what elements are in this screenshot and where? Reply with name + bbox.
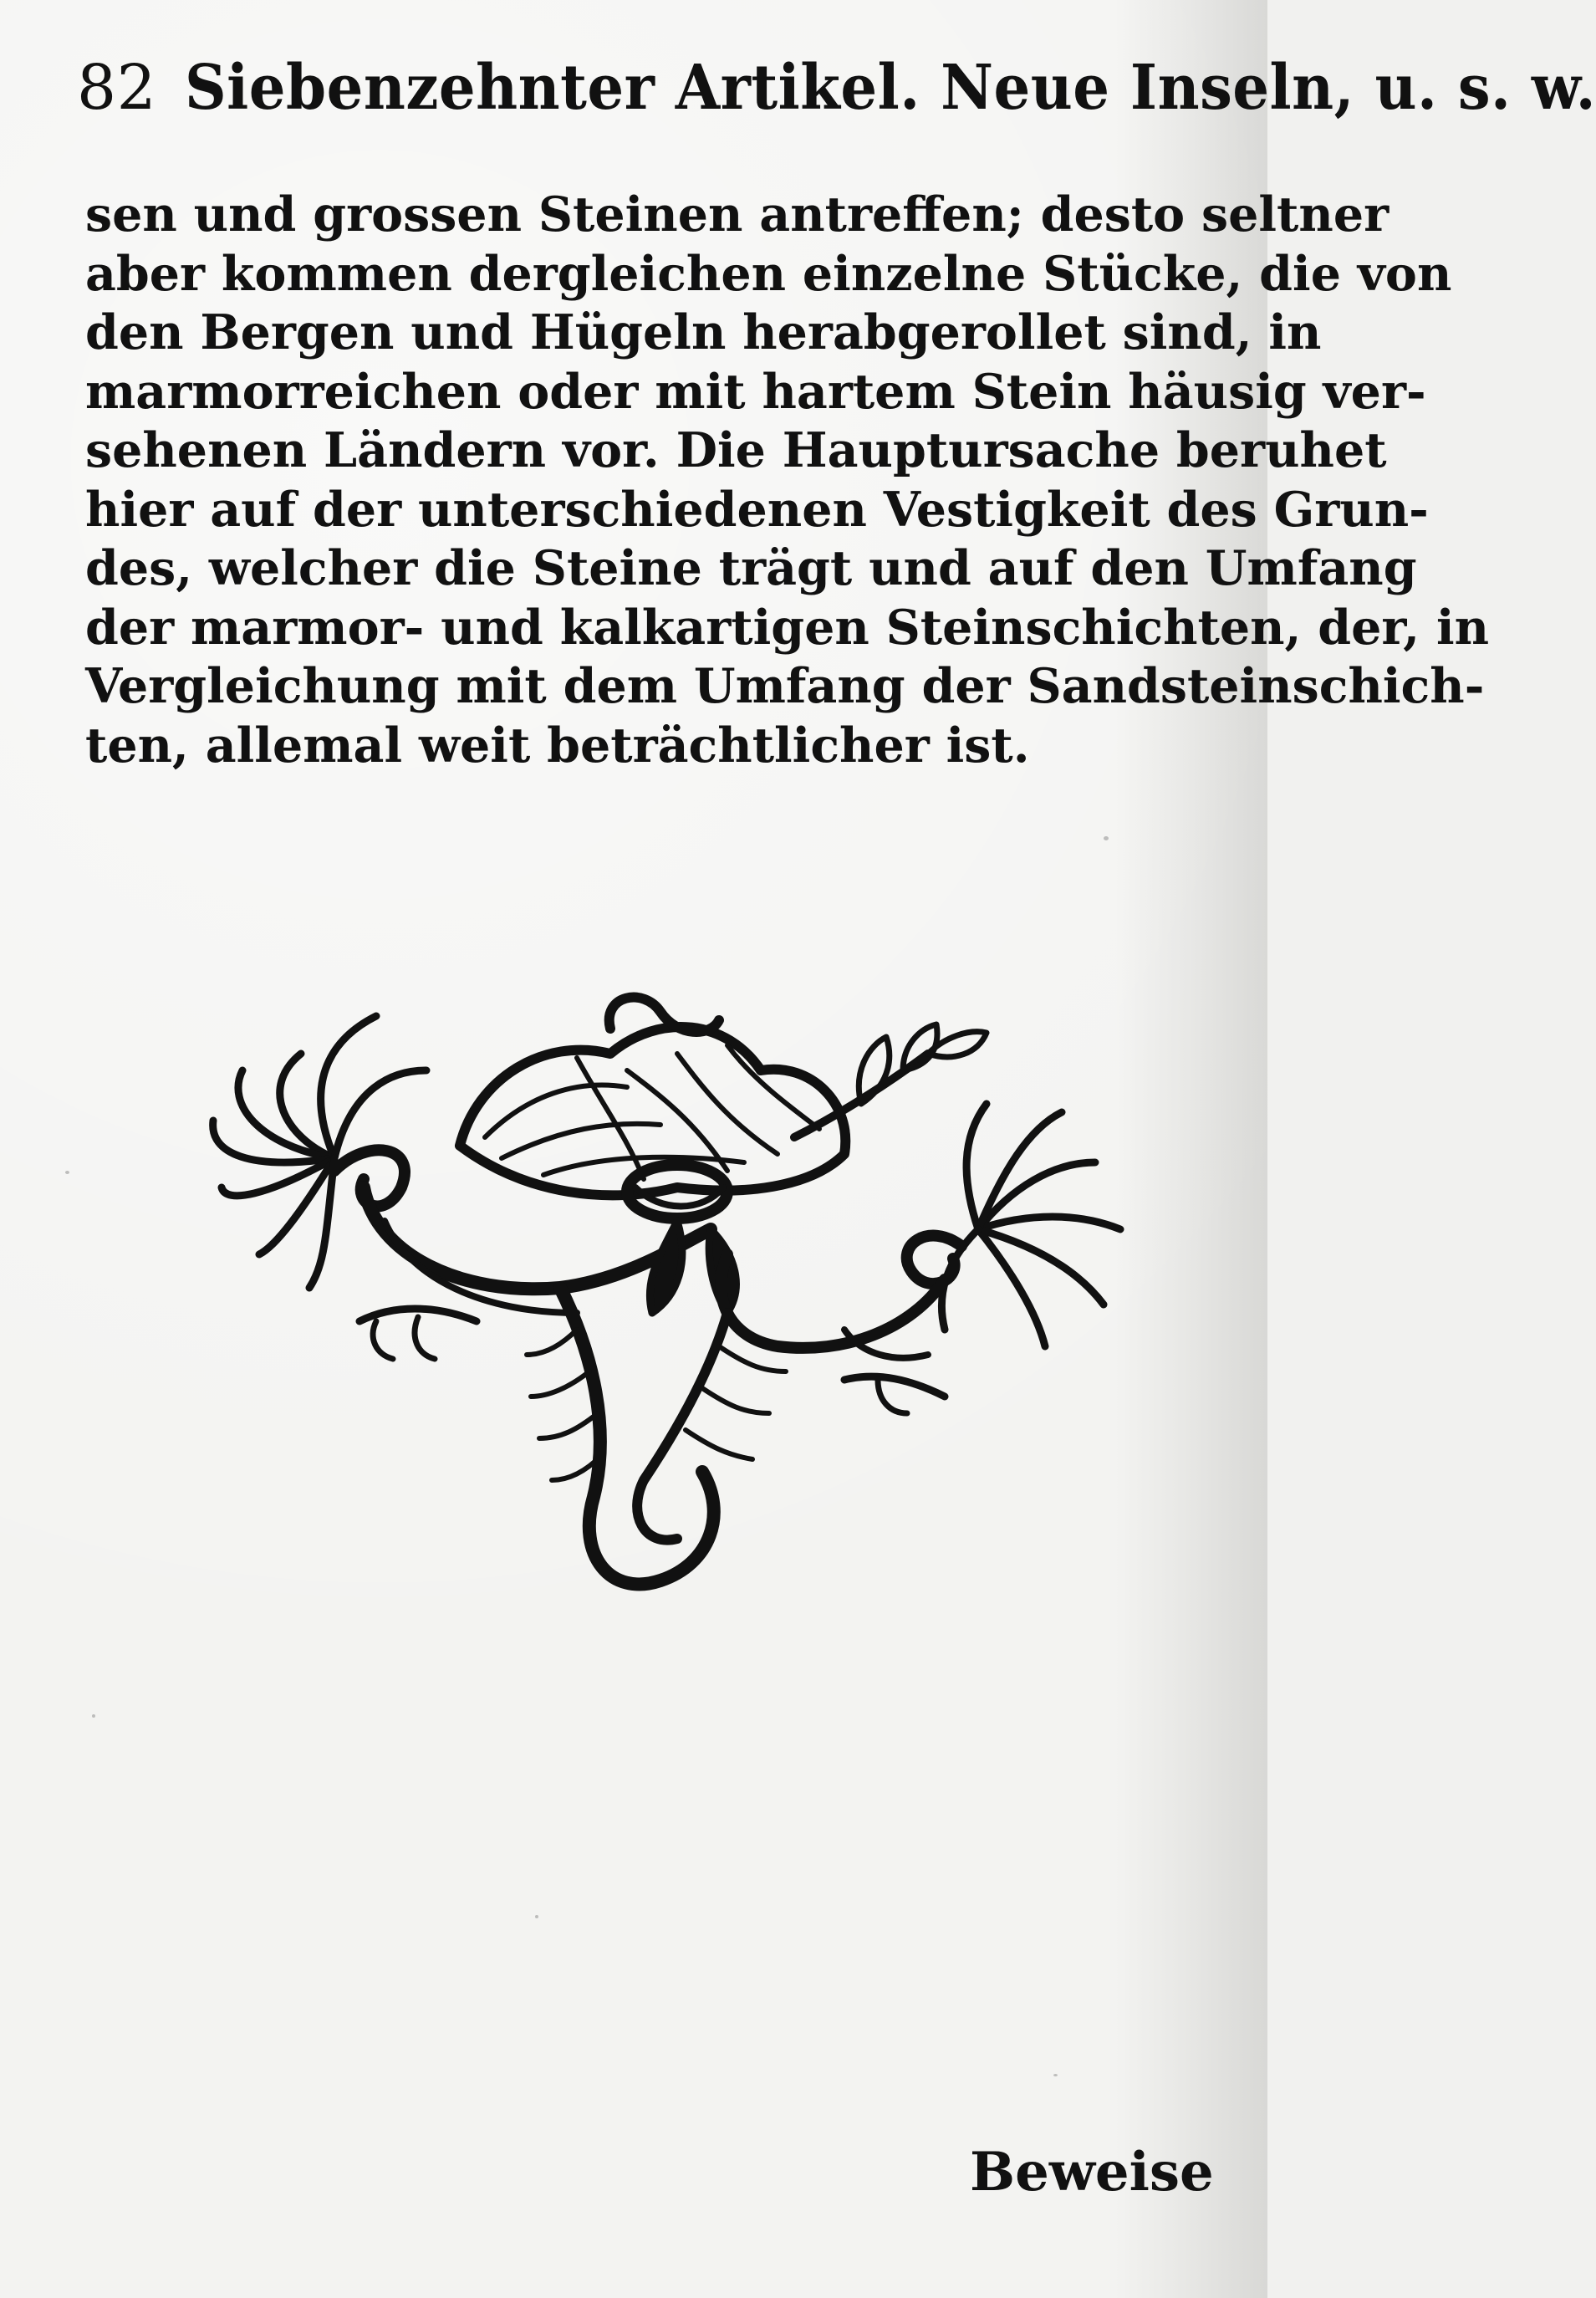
paper-speck	[65, 1171, 69, 1174]
text-line: sen und grossen Steinen antreffen; desto seltner	[85, 186, 1389, 243]
paper-speck	[92, 1714, 95, 1718]
catchword: Beweise	[970, 2141, 1214, 2204]
page-header	[77, 52, 1596, 144]
paper-speck	[535, 1915, 538, 1918]
running-head: Siebenzehnter Artikel. Neue Inseln, u. s. w.	[185, 52, 1596, 124]
text-line: hier auf der unterschiedenen Vestigkeit des Grun-	[85, 481, 1429, 538]
text-line: Vergleichung mit dem Umfang der Sandsteinschich-	[85, 658, 1485, 714]
body-text	[85, 186, 1490, 775]
text-line: aber kommen dergleichen einzelne Stücke, die von	[85, 245, 1452, 302]
paper-speck	[1053, 2074, 1058, 2076]
page-number: 82	[77, 52, 157, 124]
text-line: den Bergen und Hügeln herabgerollet sind, in	[85, 304, 1322, 360]
paper-speck	[1104, 836, 1109, 840]
text-line: ten, allemal weit beträchtlicher ist.	[85, 717, 1030, 774]
text-line: marmorreichen oder mit hartem Stein häusig ver-	[85, 363, 1426, 420]
rococo-floral-ornament-icon	[209, 978, 1129, 1614]
text-line: der marmor- und kalkartigen Steinschichten, der, in	[85, 599, 1490, 656]
text-line: des, welcher die Steine trägt und auf den Umfang	[85, 540, 1417, 596]
text-line: sehenen Ländern vor. Die Hauptursache beruhet	[85, 422, 1387, 478]
